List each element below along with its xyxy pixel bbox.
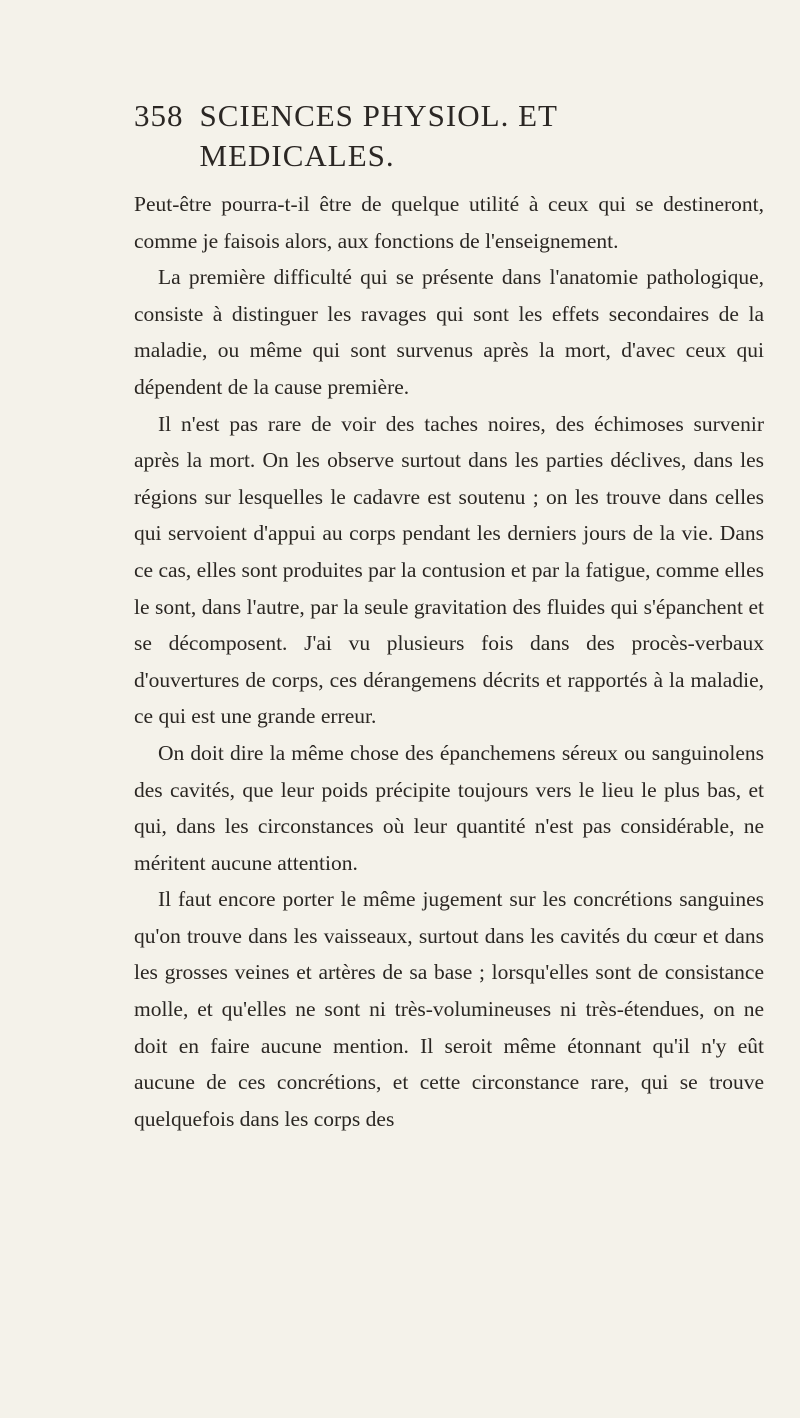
paragraph-1: Peut-être pourra-t-il être de quelque utilité à ceux qui se destineront, comme je faisois alors, aux fonctions de l'enseignement. — [134, 192, 764, 253]
paragraph-3: Il n'est pas rare de voir des taches noires, des échimoses survenir après la mort. On les observe surtout dans les parties déclives, dans les régions sur lesquelles le cadavre est soutenu ; on les trouve dans celles qui servoient d'appui au corps pendant les derniers jours de la vie. Dans ce cas, elles sont produites par la contusion et par la fatigue, comme elles le sont, dans l'autre, par la seule gravitation des fluides qui s'épanchent et se décomposent. J'ai vu plusieurs fois dans des procès-verbaux d'ouvertures de corps, ces dérangemens décrits et rapportés à la maladie, ce qui est une grande erreur. — [134, 411, 764, 729]
paragraph-4: On doit dire la même chose des épanchemens séreux ou sanguinolens des cavités, que leur poids précipite toujours vers le lieu le plus bas, et qui, dans les circonstances où leur quantité n'est pas considérable, ne méritent aucune attention. — [134, 740, 764, 875]
running-title: SCIENCES PHYSIOL. ET MEDICALES. — [199, 98, 558, 173]
page-number: 358 — [134, 98, 184, 133]
page-header — [134, 96, 760, 176]
body-text — [134, 186, 764, 1137]
paragraph-5: Il faut encore porter le même jugement sur les concrétions sanguines qu'on trouve dans les vaisseaux, surtout dans les cavités du cœur et dans les grosses veines et artères de sa base ; lorsqu'elles sont de consistance molle, et qu'elles ne sont ni très-volumineuses ni très-étendues, on ne doit en faire aucune mention. Il seroit même étonnant qu'il n'y eût aucune de ces concrétions, et cette circonstance rare, qui se trouve quelquefois dans les corps des — [134, 887, 764, 1131]
paragraph-2: La première difficulté qui se présente dans l'anatomie pathologique, consiste à distinguer les ravages qui sont les effets secondaires de la maladie, ou même qui sont survenus après la mort, d'avec ceux qui dépendent de la cause première. — [134, 265, 764, 399]
